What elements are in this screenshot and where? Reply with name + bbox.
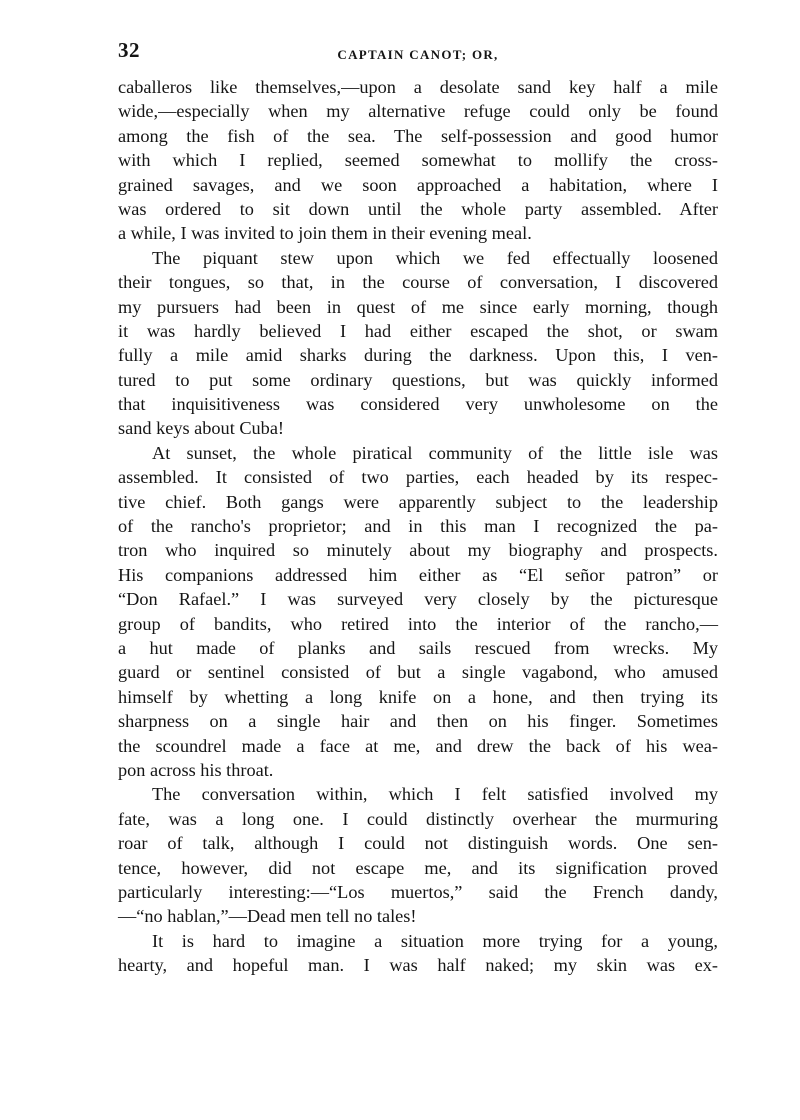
text-line: tured to put some ordinary questions, but was quickly informed [118,369,718,390]
text-line: particularly interesting:—“Los muertos,” said the French dandy, [118,881,718,902]
text-line: hearty, and hopeful man. I was half naked; my skin was ex- [118,955,718,976]
text-line: fully a mile amid sharks during the darkness. Upon this, I ven- [118,345,718,366]
text-line: sand keys about Cuba! [118,418,285,439]
text-line: a while, I was invited to join them in their evening meal. [118,223,532,244]
text-line: my pursuers had been in quest of me since early morning, though [118,296,718,317]
text-line: grained savages, and we soon approached a habitation, where I [118,174,718,195]
text-line: guard or sentinel consisted of but a single vagabond, who amused [118,662,718,683]
page-number: 32 [118,38,140,62]
text-line: tence, however, did not escape me, and its signification proved [118,857,718,878]
text-line: The conversation within, which I felt satisfied involved my [152,784,718,805]
text-line: At sunset, the whole piratical community of the little isle was [152,442,718,463]
body-text [118,75,718,977]
text-line: their tongues, so that, in the course of conversation, I discovered [118,272,718,293]
running-head: CAPTAIN CANOT; OR, [337,47,499,62]
text-line: the scoundrel made a face at me, and drew the back of his wea- [118,735,718,756]
text-line: with which I replied, seemed somewhat to mollify the cross- [118,150,718,171]
text-line: assembled. It consisted of two parties, each headed by its respec- [118,467,718,488]
text-line: His companions addressed him either as “El señor patron” or [118,564,718,585]
text-line: The piquant stew upon which we fed effectually loosened [152,247,718,268]
page-header [118,38,718,68]
text-line: “Don Rafael.” I was surveyed very closely by the picturesque [118,589,718,610]
text-line: wide,—especially when my alternative refuge could only be found [118,101,718,122]
text-line: pon across his throat. [118,759,274,780]
text-line: among the fish of the sea. The self-possession and good humor [118,125,718,146]
text-line: caballeros like themselves,—upon a desolate sand key half a mile [118,77,718,97]
text-line: that inquisitiveness was considered very unwholesome on the [118,394,718,415]
text-line: of the rancho's proprietor; and in this man I recognized the pa- [118,516,718,537]
text-line: sharpness on a single hair and then on his finger. Sometimes [118,711,718,732]
text-line: roar of talk, although I could not distinguish words. One sen- [118,833,718,854]
text-line: tron who inquired so minutely about my biography and prospects. [118,540,718,561]
text-line: —“no hablan,”—Dead men tell no tales! [118,906,417,927]
text-line: was ordered to sit down until the whole party assembled. After [118,198,718,219]
text-line: himself by whetting a long knife on a hone, and then trying its [118,686,718,707]
text-line: It is hard to imagine a situation more trying for a young, [152,930,718,951]
text-line: group of bandits, who retired into the interior of the rancho,— [118,613,718,634]
text-line: it was hardly believed I had either escaped the shot, or swam [118,320,718,341]
text-line: fate, was a long one. I could distinctly overhear the murmuring [118,808,718,829]
text-line: tive chief. Both gangs were apparently subject to the leadership [118,491,718,512]
text-line: a hut made of planks and sails rescued from wrecks. My [118,637,718,658]
